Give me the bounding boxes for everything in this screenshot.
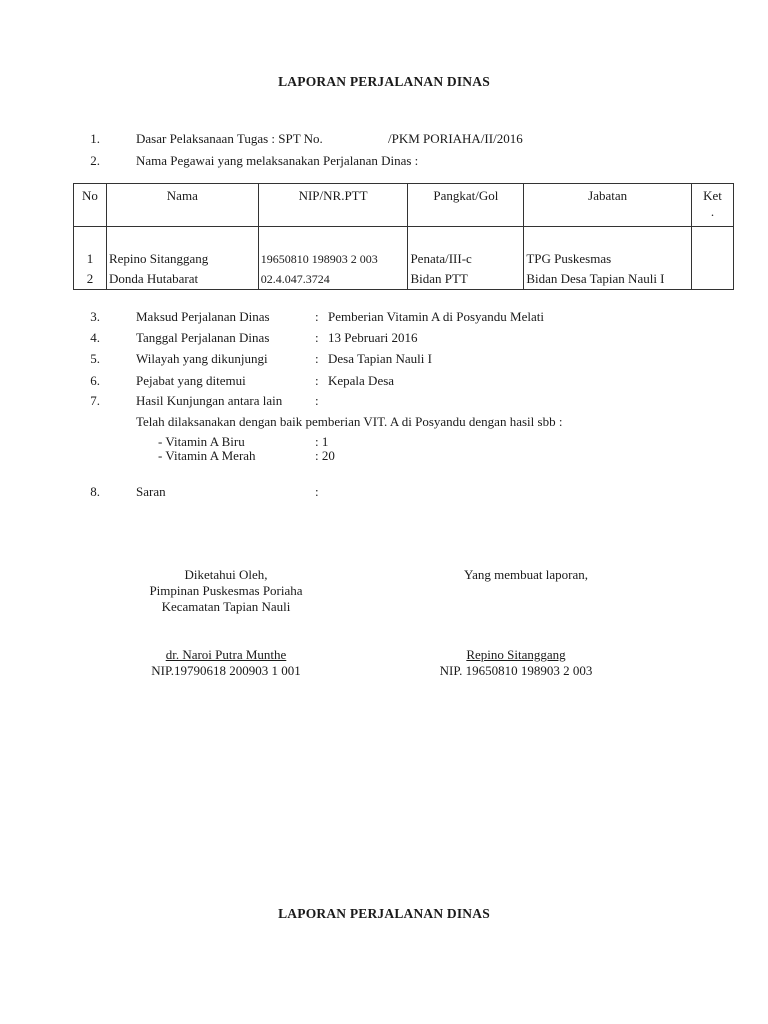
table-row — [74, 269, 734, 290]
item-number: 2. — [90, 153, 100, 168]
item-number: 4. — [90, 330, 100, 345]
vitamin-merah-value: : 20 — [315, 448, 335, 463]
cell-no: 1 — [74, 227, 107, 270]
item-number: 5. — [90, 351, 100, 366]
item-number: 6. — [90, 373, 100, 388]
colon: : — [315, 484, 319, 499]
item-number: 3. — [90, 309, 100, 324]
page-title: LAPORAN PERJALANAN DINAS — [278, 74, 490, 89]
cell-nip: 19650810 198903 2 003 — [258, 227, 408, 270]
item-number: 1. — [90, 131, 100, 146]
pegawai-table — [73, 183, 734, 290]
vitamin-biru-label: - Vitamin A Biru — [158, 434, 245, 449]
cell-nip: 02.4.047.3724 — [258, 269, 408, 290]
cell-pangkat: Penata/III-c — [408, 227, 524, 270]
item-number: 7. — [90, 393, 100, 408]
header-pangkat: Pangkat/Gol — [408, 184, 524, 227]
colon: : — [315, 351, 319, 366]
left-signature-block — [106, 567, 346, 615]
pejabat-value: Kepala Desa — [328, 373, 395, 388]
right-signature-block — [396, 567, 656, 583]
page-title-2: LAPORAN PERJALANAN DINAS — [278, 906, 490, 921]
tanggal-value: 13 Pebruari 2016 — [328, 330, 418, 345]
cell-nama: Repino Sitanggang — [106, 227, 258, 270]
tanggal-label: Tanggal Perjalanan Dinas — [136, 330, 270, 345]
cell-nama: Donda Hutabarat — [106, 269, 258, 290]
right-signer — [386, 647, 646, 679]
kecamatan-label: Kecamatan Tapian Nauli — [161, 599, 291, 614]
hasil-text: Telah dilaksanakan dengan baik pemberian VIT. A di Posyandu dengan hasil sbb : — [136, 414, 563, 429]
colon: : — [315, 309, 319, 324]
left-signer-name: dr. Naroi Putra Munthe — [165, 647, 287, 662]
left-signer — [106, 647, 346, 679]
cell-pangkat: Bidan PTT — [408, 269, 524, 290]
dasar-pelaksanaan-label: Dasar Pelaksanaan Tugas : SPT No. — [136, 131, 323, 146]
vitamin-merah-label: - Vitamin A Merah — [158, 448, 256, 463]
colon: : — [315, 373, 319, 388]
header-jabatan: Jabatan — [524, 184, 692, 227]
maksud-value: Pemberian Vitamin A di Posyandu Melati — [328, 309, 544, 324]
header-nip: NIP/NR.PTT — [258, 184, 408, 227]
maksud-label: Maksud Perjalanan Dinas — [136, 309, 270, 324]
header-nama: Nama — [106, 184, 258, 227]
left-signer-nip: NIP.19790618 200903 1 001 — [151, 663, 301, 678]
wilayah-value: Desa Tapian Nauli I — [328, 351, 432, 366]
pegawai-label: Nama Pegawai yang melaksanakan Perjalanan Dinas : — [136, 153, 419, 168]
table-header-row — [74, 184, 734, 227]
saran-label: Saran — [136, 484, 166, 499]
cell-ket — [692, 269, 734, 290]
cell-no: 2 — [74, 269, 107, 290]
spt-number: /PKM PORIAHA/II/2016 — [388, 131, 523, 146]
item-number: 8. — [90, 484, 100, 499]
table-row — [74, 227, 734, 270]
pejabat-label: Pejabat yang ditemui — [136, 373, 246, 388]
hasil-label: Hasil Kunjungan antara lain — [136, 393, 283, 408]
cell-ket — [692, 227, 734, 270]
right-signer-name: Repino Sitanggang — [466, 647, 566, 662]
colon: : — [315, 393, 319, 408]
wilayah-label: Wilayah yang dikunjungi — [136, 351, 268, 366]
cell-jabatan: TPG Puskesmas — [524, 227, 692, 270]
pimpinan-label: Pimpinan Puskesmas Poriaha — [149, 583, 303, 598]
cell-jabatan: Bidan Desa Tapian Nauli I — [524, 269, 692, 290]
right-signer-nip: NIP. 19650810 198903 2 003 — [439, 663, 593, 678]
diketahui-label: Diketahui Oleh, — [184, 567, 268, 582]
header-ket: Ket . — [692, 184, 734, 227]
pembuat-label: Yang membuat laporan, — [464, 567, 588, 582]
colon: : — [315, 330, 319, 345]
vitamin-biru-value: : 1 — [315, 434, 329, 449]
ket-dot: . — [710, 204, 715, 219]
header-no: No — [74, 184, 107, 227]
